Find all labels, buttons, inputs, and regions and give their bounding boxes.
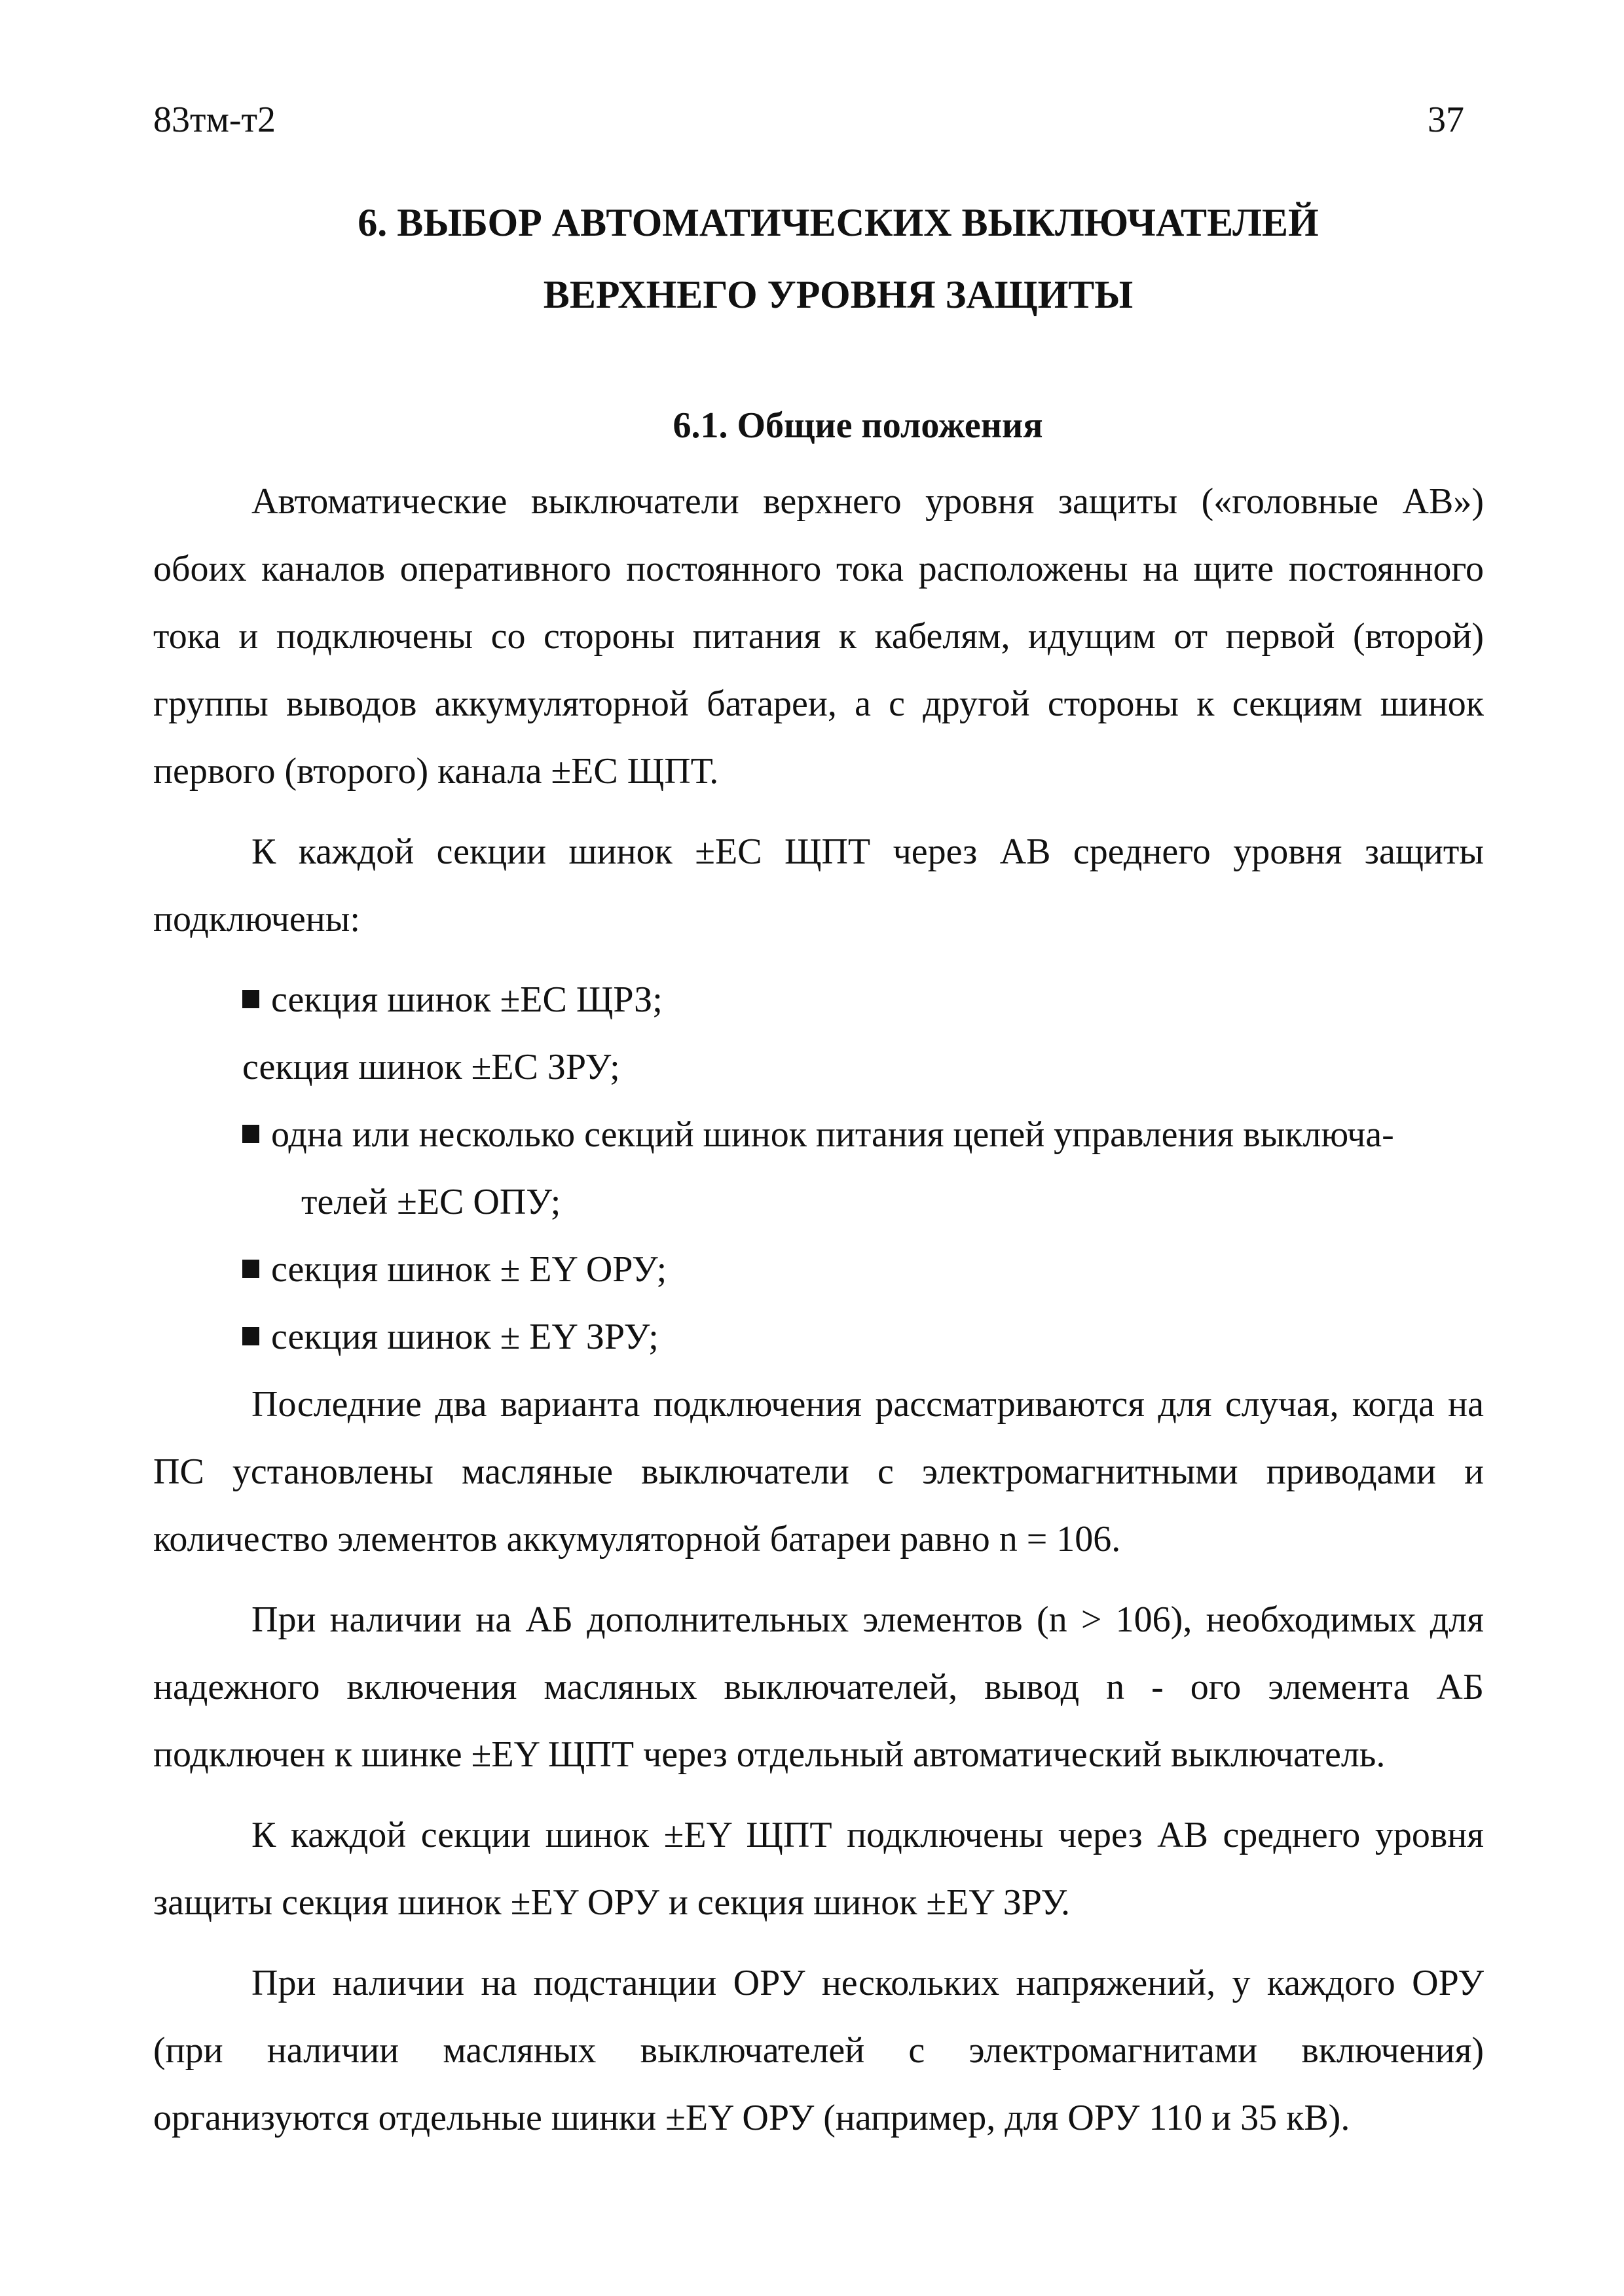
paragraph-additional-elements: При наличии на АБ дополнительных элементов (n > 106), необходимых для надежного включения масляных выключателей, вывод n - ого элемента АБ подключен к шинке ±ЕY ЩПТ через отдельный автоматический выключатель. <box>153 1599 1484 1775</box>
document-code: 83тм-т2 <box>153 100 276 140</box>
connection-list <box>153 966 1484 1371</box>
list-item: секция шинок ±ЕС ЗРУ; <box>242 1047 620 1087</box>
list-item: секция шинок ± ЕY ОРУ; <box>153 1236 1484 1303</box>
paragraph-connections-intro: К каждой секции шинок ±ЕС ЩПТ через АВ среднего уровня защиты подключены: <box>153 831 1484 939</box>
paragraph-general: Автоматические выключатели верхнего уровня защиты («головные АВ») обоих каналов оперативного постоянного тока расположены на щите постоянного тока и подключены со стороны питания к кабелям, идущим от первой (второй) группы выводов аккумуляторной батареи, а с другой стороны к секциям шинок первого (второго) канала ±ЕС ЩПТ. <box>153 481 1484 792</box>
paragraph-multiple-voltages: При наличии на подстанции ОРУ нескольких напряжений, у каждого ОРУ (при наличии масляных выключателей с электромагнитами включения) организуются отдельные шинки ±ЕY ОРУ (например, для ОРУ 110 и 35 кВ). <box>153 1963 1484 2138</box>
document-body <box>153 468 1484 2152</box>
paragraph-ey-sections: К каждой секции шинок ±ЕY ЩПТ подключены через АВ среднего уровня защиты секция шинок ±ЕY ОРУ и секция шинок ±ЕY ЗРУ. <box>153 1815 1484 1923</box>
list-item: одна или несколько секций шинок питания цепей управления выключа- телей ±ЕС ОПУ; <box>153 1101 1484 1236</box>
square-bullet-icon <box>242 1327 259 1345</box>
square-bullet-icon <box>242 990 259 1008</box>
square-bullet-icon <box>242 1260 259 1278</box>
square-bullet-icon <box>242 1125 259 1143</box>
section-heading: 6.1. Общие положения <box>673 405 1043 446</box>
list-item: секция шинок ±ЕС ЩРЗ; <box>153 966 1484 1034</box>
paragraph-oil-switches: Последние два варианта подключения рассматриваются для случая, когда на ПС установлены масляные выключатели с электромагнитными приводами и количество элементов аккумуляторной батареи равно n = 106. <box>153 1384 1484 1559</box>
chapter-title-line-1: 6. ВЫБОР АВТОМАТИЧЕСКИХ ВЫКЛЮЧАТЕЛЕЙ <box>358 201 1319 244</box>
list-item: секция шинок ± ЕY ЗРУ; <box>153 1303 1484 1371</box>
chapter-title-line-2: ВЕРХНЕГО УРОВНЯ ЗАЩИТЫ <box>543 273 1134 316</box>
page-number: 37 <box>1428 100 1464 140</box>
